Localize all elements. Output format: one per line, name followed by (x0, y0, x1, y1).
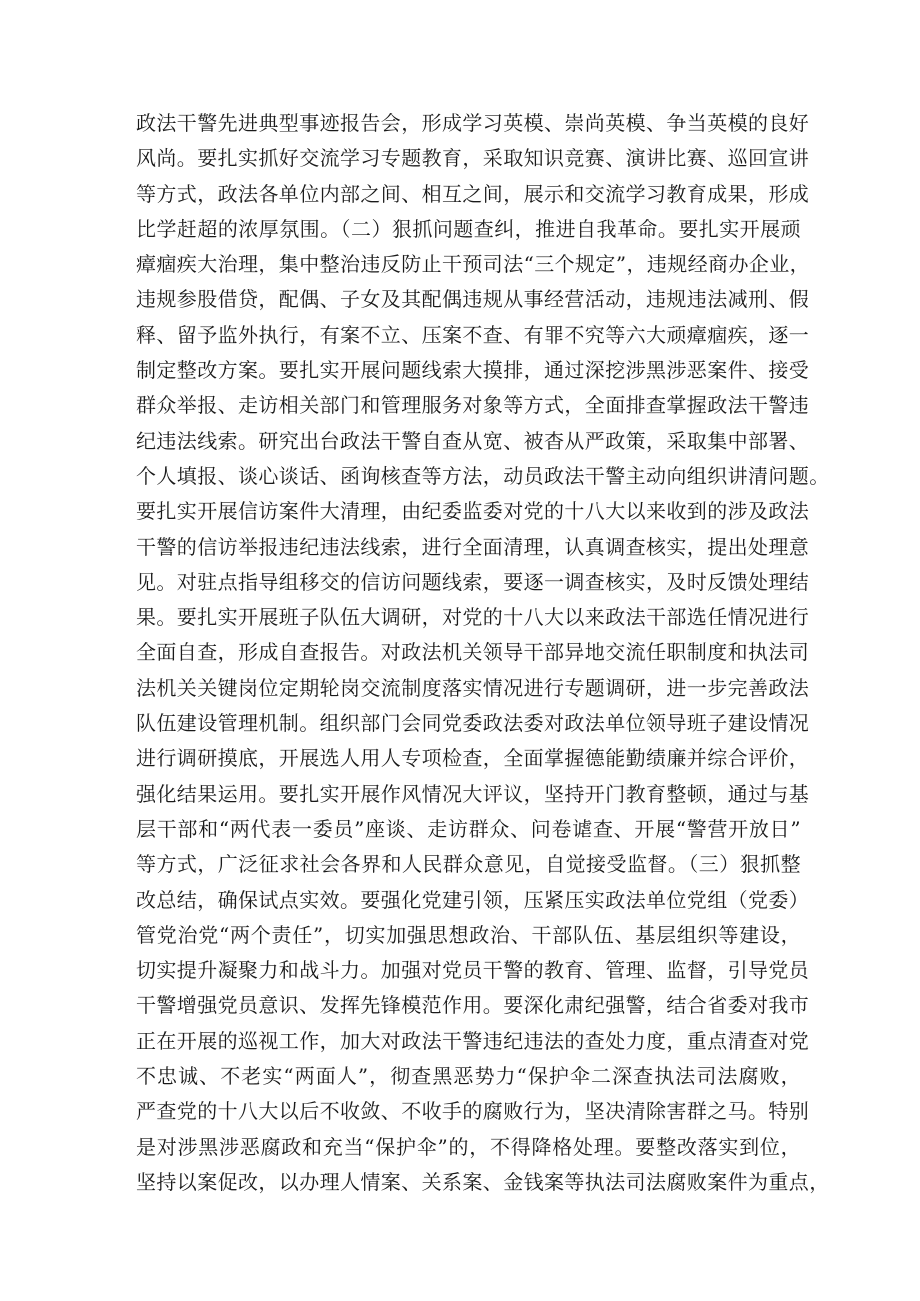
text-line-15: 果。要扎实开展班子队伍大调研，对党的十八大以来政法干部选任情况进行 (136, 605, 810, 630)
text-line-29: 严查党的十八大以后不收敛、不收手的腐败行为，坚决清除害群之马。特别 (136, 1099, 810, 1124)
text-line-17: 法机关关键岗位定期轮岗交流制度落实情况进行专题调研，进一步完善政法 (136, 675, 810, 700)
text-line-6: 违规参股借贷，配偶、子女及其配偶违规从事经营活动，违规违法减刑、假 (136, 287, 810, 312)
text-line-8: 制定整改方案。要扎实开展问题线索大摸排，通过深挖涉黑涉恶案件、接受 (136, 358, 810, 383)
text-line-7: 释、留予监外执行，有案不立、压案不查、有罪不究等六大顽瘴痼疾，逐一 (136, 322, 810, 347)
text-line-10: 纪违法线索。研究出台政法干警自查从宽、被杳从严政策，采取集中部署、 (136, 428, 810, 453)
text-line-4: 比学赶超的浓厚氛围。（二）狠抓问题查纠，推进自我革命。要扎实开展顽 (136, 216, 801, 241)
text-line-30: 是对涉黑涉恶腐政和充当“保护伞”的，不得降格处理。要整改落实到位， (136, 1134, 801, 1159)
text-line-3: 等方式，政法各单位内部之间、相互之间，展示和交流学习教育成果，形成 (136, 181, 810, 206)
text-line-18: 队伍建设管理机制。组织部门会同党委政法委对政法单位领导班子建设情况 (136, 711, 810, 736)
text-line-24: 管党治党“两个责任”，切实加强思想政治、干部队伍、基层组织等建设， (136, 922, 801, 947)
text-line-20: 强化结果运用。要扎实开展作风情况大评议，坚持开门教育整顿，通过与基 (136, 781, 810, 806)
text-line-1: 政法干警先进典型事迹报告会，形成学习英模、崇尚英模、争当英模的良好 (136, 111, 810, 135)
text-line-12: 要扎实开展信访案件大清理，由纪委监委对党的十八大以来收到的涉及政法 (136, 499, 810, 524)
text-line-19: 进行调研摸底，开展选人用人专项检查，全面掌握德能勤绩廉并综合评价， (136, 746, 810, 771)
text-line-14: 见。对驻点指导组移交的信访问题线索，要逐一调查核实，及时反馈处理结 (136, 569, 810, 594)
text-line-11: 个人填报、谈心谈话、函询核查等方法，动员政法干警主动向组织讲清问题。 (136, 463, 830, 488)
text-line-9: 群众举报、走访相关部门和管理服务对象等方式，全面排查掌握政法干警违 (136, 393, 810, 418)
text-line-28: 不忠诚、不老实“两面人”，彻查黑恶势力“保护伞二深查执法司法腐败， (136, 1064, 801, 1089)
body-text (136, 106, 830, 1200)
text-line-26: 干警增强党员意识、发挥先锋模范作用。要深化肃纪强警，结合省委对我市 (136, 993, 810, 1018)
text-line-31: 坚持以案促改，以办理人情案、关系案、金钱案等执法司法腐败案件为重点， (136, 1169, 830, 1194)
text-line-16: 全面自查，形成自查报告。对政法机关领导干部异地交流任职制度和执法司 (136, 640, 810, 665)
text-line-5: 瘴痼疾大治理，集中整治违反防止干预司法“三个规定”，违规经商办企业， (136, 252, 811, 277)
text-line-27: 正在开展的巡视工作，加大对政法干警违纪违法的查处力度，重点清查对党 (136, 1028, 810, 1053)
text-line-13: 干警的信访举报违纪违法线索，进行全面清理，认真调查核实，提出处理意 (136, 534, 810, 559)
text-line-23: 改总结，确保试点实效。要强化党建引领，压紧压实政法单位党组（党委） (136, 887, 810, 912)
text-line-21: 层干部和“两代表一委员”座谈、走访群众、问卷谑查、开展“警营开放日” (136, 816, 801, 841)
text-line-25: 切实提升凝聚力和战斗力。加强对党员干警的教育、管理、监督，引导党员 (136, 958, 810, 983)
text-line-2: 风尚。要扎实抓好交流学习专题教育，采取知识竞赛、演讲比赛、巡回宣讲 (136, 146, 810, 171)
text-line-22: 等方式，广泛征求社会各界和人民群众意见，自觉接受监督。（三）狠抓整 (136, 852, 801, 877)
